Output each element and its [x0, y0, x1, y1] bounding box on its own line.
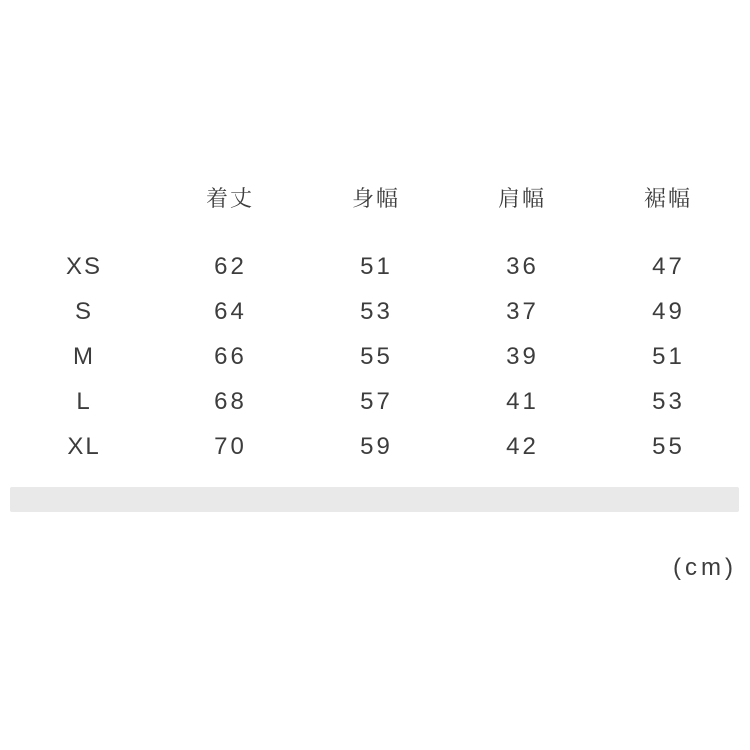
cell-value: 57	[360, 387, 393, 415]
cell-value: 53	[360, 297, 393, 325]
table-row-l	[10, 379, 740, 424]
column-header-body-width: 身幅	[351, 185, 400, 211]
cell-value: 66	[214, 342, 247, 370]
table-row-xs	[10, 244, 740, 289]
cell-value: 36	[506, 252, 539, 280]
size-label: XL	[67, 432, 101, 460]
size-label: L	[76, 387, 92, 415]
cell-value: 47	[652, 252, 685, 280]
size-label: S	[74, 297, 93, 325]
cell-value: 41	[506, 387, 539, 415]
column-header-shoulder-width: 肩幅	[497, 185, 546, 211]
cell-value: 37	[506, 297, 539, 325]
table-row-xl	[10, 424, 740, 469]
table-row-m	[10, 334, 740, 379]
table-header-row	[10, 175, 740, 219]
cell-value: 39	[506, 342, 539, 370]
divider-bar	[10, 487, 739, 512]
cell-value: 42	[506, 432, 539, 460]
cell-value: 51	[652, 342, 685, 370]
column-header-length: 着丈	[205, 185, 254, 211]
table-row-s	[10, 289, 740, 334]
cell-value: 55	[652, 432, 685, 460]
size-label: M	[73, 342, 95, 370]
cell-value: 53	[652, 387, 685, 415]
cell-value: 64	[214, 297, 247, 325]
cell-value: 59	[360, 432, 393, 460]
size-table	[10, 175, 740, 469]
cell-value: 55	[360, 342, 393, 370]
size-label: XS	[65, 252, 102, 280]
cell-value: 70	[214, 432, 247, 460]
cell-value: 62	[214, 252, 247, 280]
column-header-hem-width: 裾幅	[643, 185, 692, 211]
cell-value: 51	[360, 252, 393, 280]
cell-value: 68	[214, 387, 247, 415]
cell-value: 49	[652, 297, 685, 325]
unit-label: (cm)	[673, 554, 737, 581]
